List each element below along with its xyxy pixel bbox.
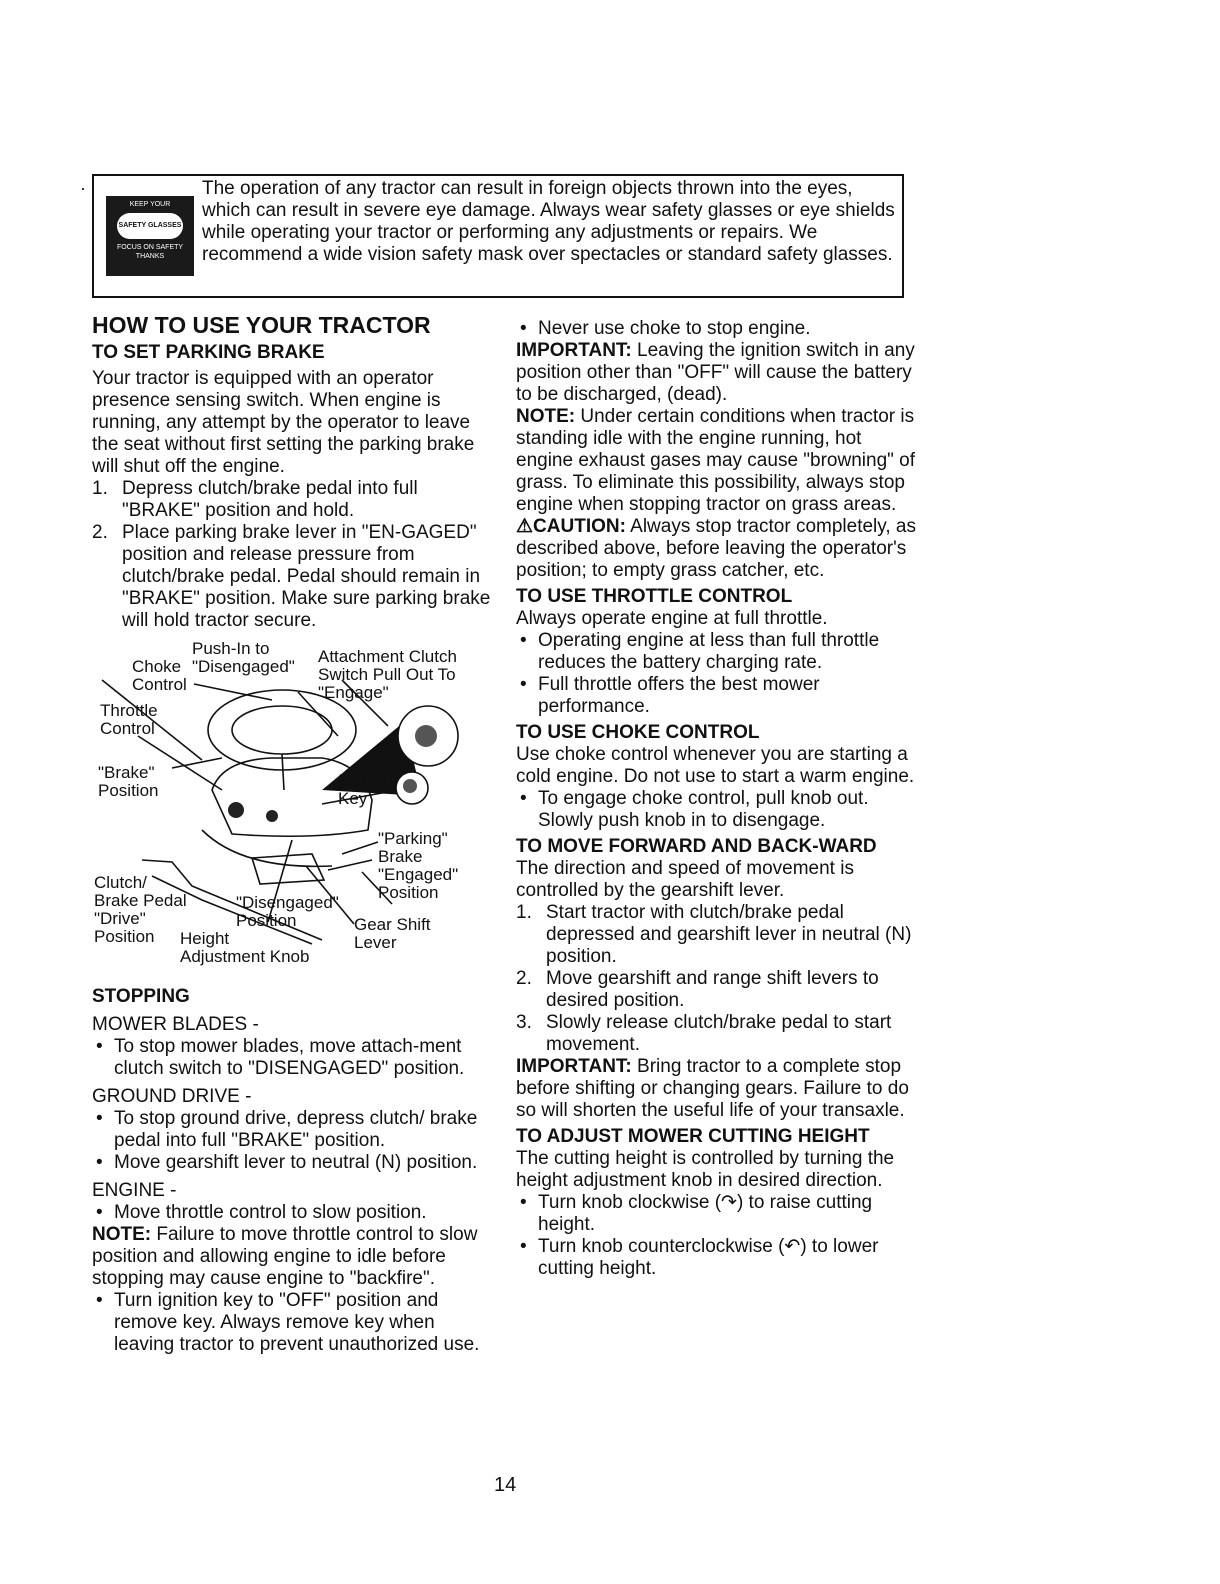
important-ignition: IMPORTANT: Leaving the ignition switch in any position other than "OFF" will cause the battery to be discharged, (dead). xyxy=(516,340,915,405)
list-item: • Full throttle offers the best mower performance. xyxy=(520,674,820,717)
list-item: • Turn ignition key to "OFF" position and remove key. Always remove key when leaving tractor to prevent unauthorized use. xyxy=(96,1290,480,1355)
throttle-control-label: Throttle Control xyxy=(100,701,158,738)
right-column xyxy=(516,318,916,1280)
engine-list xyxy=(92,1202,492,1224)
list-item: 1. Depress clutch/brake pedal into full "BRAKE" position and hold. xyxy=(92,478,418,521)
warning-text: The operation of any tractor can result in foreign objects thrown into the eyes, which can result in severe eye damage. Always wear safety glasses or eye shields while operating your tractor or performing any adjustments or repairs. We recommend a wide vision safety mask over spectacles or standard safety glasses. xyxy=(202,178,895,265)
ground-drive-label: GROUND DRIVE - xyxy=(92,1086,252,1107)
choke-list xyxy=(516,788,916,832)
list-item: • Move throttle control to slow position. xyxy=(96,1202,427,1223)
choke-heading: TO USE CHOKE CONTROL xyxy=(516,722,760,743)
list-item: 1. Start tractor with clutch/brake pedal depressed and gearshift lever in neutral (N) position. xyxy=(516,902,912,967)
brake-position-label: "Brake" Position xyxy=(98,763,159,800)
tractor-controls-diagram xyxy=(92,640,492,980)
cutting-height-intro: The cutting height is controlled by turning the height adjustment knob in desired direction. xyxy=(516,1148,895,1191)
left-column xyxy=(92,312,492,1356)
clockwise-arrow-icon: ↷ xyxy=(721,1192,737,1213)
list-item: • Turn knob clockwise (↷) to raise cutting height. xyxy=(520,1192,873,1235)
list-item: • Move gearshift lever to neutral (N) position. xyxy=(96,1152,478,1173)
page-title: HOW TO USE YOUR TRACTOR xyxy=(92,312,431,338)
clutch-brake-pedal-label: Clutch/ Brake Pedal "Drive" Position xyxy=(94,873,187,946)
list-item: 2. Move gearshift and range shift levers to desired position. xyxy=(516,968,879,1011)
caution-paragraph: ⚠CAUTION: Always stop tractor completely, as described above, before leaving the operator's position; to empty grass catcher, etc. xyxy=(516,516,916,581)
cutting-height-heading: TO ADJUST MOWER CUTTING HEIGHT xyxy=(516,1126,870,1147)
throttle-intro: Always operate engine at full throttle. xyxy=(516,608,828,629)
mower-blades-list xyxy=(92,1036,492,1080)
list-item: • To engage choke control, pull knob out. Slowly push knob in to disengage. xyxy=(520,788,869,831)
choke-note-list xyxy=(516,318,916,340)
list-item: • To stop mower blades, move attach-ment clutch switch to "DISENGAGED" position. xyxy=(96,1036,465,1079)
icon-caption-top: KEEP YOUR xyxy=(129,201,171,208)
list-item: 2. Place parking brake lever in "EN-GAGED" position and release pressure from clutch/brake pedal. Pedal should remain in "BRAKE" position. Make sure parking brake will hold tractor secure. xyxy=(92,522,491,631)
attachment-clutch-label: Attachment Clutch Switch Pull Out To "Engage" xyxy=(318,647,457,702)
parking-brake-label: "Parking" Brake "Engaged" Position xyxy=(378,829,459,902)
important-gears: IMPORTANT: Bring tractor to a complete stop before shifting or changing gears. Failure to do so will shorten the useful life of your transaxle. xyxy=(516,1056,909,1121)
list-item: • To stop ground drive, depress clutch/ brake pedal into full "BRAKE" position. xyxy=(96,1108,478,1151)
counterclockwise-arrow-icon: ↶ xyxy=(784,1236,801,1257)
push-in-label: Push-In to "Disengaged" xyxy=(192,639,295,676)
parking-brake-intro: Your tractor is equipped with an operator presence sensing switch. When engine is running, any attempt by the operator to leave the seat without first setting the parking brake will shut off the engine. xyxy=(92,368,475,477)
engine-label: ENGINE - xyxy=(92,1180,177,1201)
icon-caption-bottom: FOCUS ON SAFETY THANKS xyxy=(116,244,184,260)
stray-mark: · xyxy=(80,178,86,198)
gear-shift-lever-label: Gear Shift Lever xyxy=(354,915,431,952)
move-steps xyxy=(516,902,916,1056)
list-item: 3. Slowly release clutch/brake pedal to start movement. xyxy=(516,1012,892,1055)
icon-caption-mid: SAFETY GLASSES xyxy=(117,213,183,239)
safety-glasses-icon xyxy=(106,196,194,276)
choke-control-label: Choke Control xyxy=(132,657,187,694)
choke-intro: Use choke control whenever you are starting a cold engine. Do not use to start a warm engine. xyxy=(516,744,915,787)
throttle-heading: TO USE THROTTLE CONTROL xyxy=(516,586,793,607)
note-browning: NOTE: Under certain conditions when tractor is standing idle with the engine running, hot engine exhaust gases may cause "browning" of grass. To eliminate this possibility, always stop engine when stopping tractor on grass areas. xyxy=(516,406,916,515)
cutting-height-list xyxy=(516,1192,916,1280)
engine-note: NOTE: Failure to move throttle control to slow position and allowing engine to idle before stopping may cause engine to "backfire". xyxy=(92,1224,478,1289)
parking-brake-heading: TO SET PARKING BRAKE xyxy=(92,342,325,363)
ground-drive-list xyxy=(92,1108,492,1174)
height-adjustment-knob-label: Height Adjustment Knob xyxy=(180,929,310,966)
throttle-list xyxy=(516,630,916,718)
move-intro: The direction and speed of movement is controlled by the gearshift lever. xyxy=(516,858,854,901)
move-heading: TO MOVE FORWARD AND BACK-WARD xyxy=(516,836,877,857)
disengaged-position-label: "Disengaged" Position xyxy=(236,893,339,930)
engine-list-2 xyxy=(92,1290,492,1356)
page-number: 14 xyxy=(494,1474,517,1496)
list-item: • Turn knob counterclockwise (↶) to lower cutting height. xyxy=(520,1236,879,1279)
ignition-key-label: Ignition Key xyxy=(338,771,393,808)
caution-icon: ⚠ xyxy=(516,516,534,537)
list-item: • Operating engine at less than full throttle reduces the battery charging rate. xyxy=(520,630,880,673)
stopping-heading: STOPPING xyxy=(92,986,190,1007)
parking-brake-steps xyxy=(92,478,492,632)
list-item: • Never use choke to stop engine. xyxy=(520,318,811,339)
mower-blades-label: MOWER BLADES - xyxy=(92,1014,259,1035)
